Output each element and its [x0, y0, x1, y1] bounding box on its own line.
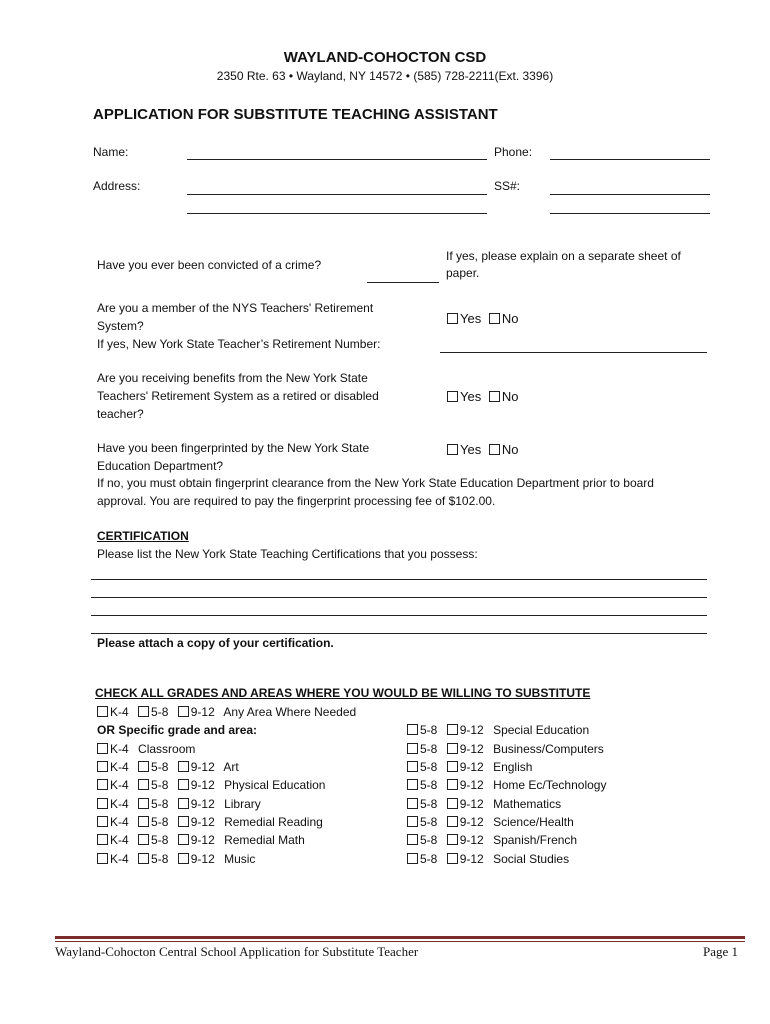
- crime-note-line1: If yes, please explain on a separate sheet of: [446, 249, 681, 263]
- ssn-label: SS#:: [494, 179, 521, 193]
- left-area-row: [97, 851, 255, 868]
- ssn-field-line1[interactable]: [550, 194, 710, 195]
- area-58-checkbox[interactable]: [407, 724, 418, 735]
- org-address: 2350 Rte. 63 • Wayland, NY 14572 • (585) 728-2211(Ext. 3396): [216, 69, 554, 83]
- any-58-checkbox[interactable]: [138, 706, 149, 717]
- 58-label: 5-8: [420, 852, 438, 866]
- right-area-row: [407, 777, 606, 794]
- 912-label: 9-12: [459, 723, 484, 737]
- 58-label: 5-8: [151, 815, 169, 829]
- finger-note-line1: If no, you must obtain fingerprint clearance from the New York State Education Department prior to board: [97, 476, 654, 490]
- nys-question-line2: System?: [97, 319, 144, 333]
- 912-label: 9-12: [459, 852, 484, 866]
- nys-no-checkbox[interactable]: [489, 313, 500, 324]
- nys-question-line3: If yes, New York State Teacher’s Retirement Number:: [97, 337, 381, 351]
- phone-field[interactable]: [550, 159, 710, 160]
- area-label: Music: [224, 852, 256, 866]
- area-912-checkbox[interactable]: [447, 761, 458, 772]
- finger-question-line2: Education Department?: [97, 459, 224, 473]
- k4-label: K-4: [110, 705, 129, 719]
- certification-line[interactable]: [91, 597, 707, 598]
- area-label: Social Studies: [493, 852, 570, 866]
- right-area-row: [407, 759, 532, 776]
- area-label: Home Ec/Technology: [493, 778, 607, 792]
- certification-line[interactable]: [91, 579, 707, 580]
- area-58-checkbox[interactable]: [138, 779, 149, 790]
- 58-label: 5-8: [151, 833, 169, 847]
- benefits-question-line3: teacher?: [97, 407, 144, 421]
- any-912-checkbox[interactable]: [178, 706, 189, 717]
- attach-note: Please attach a copy of your certification.: [97, 636, 334, 650]
- yes-label: Yes: [460, 442, 482, 457]
- area-58-checkbox[interactable]: [138, 834, 149, 845]
- 912-label: 9-12: [459, 760, 484, 774]
- 912-label: 9-12: [459, 815, 484, 829]
- classroom-row: [97, 741, 195, 758]
- 58-label: 5-8: [151, 760, 169, 774]
- grades-heading: CHECK ALL GRADES AND AREAS WHERE YOU WOULD BE WILLING TO SUBSTITUTE: [95, 686, 591, 700]
- left-area-row: [97, 759, 239, 776]
- k4-label: K-4: [110, 833, 129, 847]
- area-912-checkbox[interactable]: [447, 853, 458, 864]
- area-label: Remedial Reading: [224, 815, 323, 829]
- benefits-question-line2: Teachers' Retirement System as a retired or disabled: [97, 389, 379, 403]
- area-label: Spanish/French: [493, 833, 578, 847]
- area-912-checkbox[interactable]: [447, 798, 458, 809]
- form-title: APPLICATION FOR SUBSTITUTE TEACHING ASSISTANT: [93, 106, 498, 123]
- right-area-row: [407, 796, 561, 813]
- 912-label: 9-12: [190, 852, 215, 866]
- area-912-checkbox[interactable]: [447, 779, 458, 790]
- k4-label: K-4: [110, 797, 129, 811]
- 58-label: 5-8: [420, 742, 438, 756]
- yes-label: Yes: [460, 389, 482, 404]
- 58-label: 5-8: [420, 833, 438, 847]
- k4-label: K-4: [110, 778, 129, 792]
- left-area-row: [97, 832, 305, 849]
- any-area-row: [97, 704, 356, 721]
- 912-label: 9-12: [190, 833, 215, 847]
- 58-label: 5-8: [151, 778, 169, 792]
- ssn-field-line2[interactable]: [550, 213, 710, 214]
- area-k4-checkbox[interactable]: [97, 779, 108, 790]
- right-area-row: [407, 741, 604, 758]
- crime-question: Have you ever been convicted of a crime?: [97, 258, 322, 272]
- area-58-checkbox[interactable]: [138, 761, 149, 772]
- area-912-checkbox[interactable]: [178, 834, 189, 845]
- finger-yes-no: [447, 441, 518, 458]
- phone-label: Phone:: [494, 145, 533, 159]
- name-label: Name:: [93, 145, 129, 159]
- benefits-no-checkbox[interactable]: [489, 391, 500, 402]
- 912-label: 9-12: [190, 778, 215, 792]
- finger-yes-checkbox[interactable]: [447, 444, 458, 455]
- any-k4-checkbox[interactable]: [97, 706, 108, 717]
- address-field-line2[interactable]: [187, 213, 487, 214]
- 912-label: 9-12: [459, 833, 484, 847]
- left-area-row: [97, 777, 325, 794]
- k4-label: K-4: [110, 815, 129, 829]
- or-specific-label: OR Specific grade and area:: [97, 723, 258, 737]
- 912-label: 9-12: [459, 742, 484, 756]
- area-k4-checkbox[interactable]: [97, 853, 108, 864]
- classroom-k4-checkbox[interactable]: [97, 743, 108, 754]
- 912-label: 9-12: [190, 760, 215, 774]
- crime-answer-field[interactable]: [367, 282, 439, 283]
- area-58-checkbox[interactable]: [407, 834, 418, 845]
- benefits-question-line1: Are you receiving benefits from the New York State: [97, 371, 368, 385]
- area-label: English: [493, 760, 533, 774]
- area-912-checkbox[interactable]: [178, 761, 189, 772]
- footer-rule-thick: [55, 936, 745, 939]
- area-k4-checkbox[interactable]: [97, 834, 108, 845]
- area-58-checkbox[interactable]: [407, 779, 418, 790]
- area-label: Business/Computers: [493, 742, 604, 756]
- no-label: No: [501, 442, 519, 457]
- nys-question-line1: Are you a member of the NYS Teachers' Retirement: [97, 301, 374, 315]
- 912-label: 9-12: [190, 705, 215, 719]
- area-label: Library: [224, 797, 261, 811]
- benefits-yes-checkbox[interactable]: [447, 391, 458, 402]
- nys-yes-checkbox[interactable]: [447, 313, 458, 324]
- 912-label: 9-12: [190, 797, 215, 811]
- 58-label: 5-8: [420, 760, 438, 774]
- area-label: Physical Education: [224, 778, 326, 792]
- footer-title: Wayland-Cohocton Central School Application for Substitute Teacher: [55, 944, 419, 959]
- certification-line[interactable]: [91, 633, 707, 634]
- area-58-checkbox[interactable]: [407, 816, 418, 827]
- area-58-checkbox[interactable]: [407, 798, 418, 809]
- 912-label: 9-12: [190, 815, 215, 829]
- 912-label: 9-12: [459, 778, 484, 792]
- area-912-checkbox[interactable]: [447, 724, 458, 735]
- 58-label: 5-8: [420, 815, 438, 829]
- footer-rule-thin: [55, 941, 745, 942]
- k4-label: K-4: [110, 852, 129, 866]
- k4-label: K-4: [110, 742, 129, 756]
- area-58-checkbox[interactable]: [407, 853, 418, 864]
- 58-label: 5-8: [151, 797, 169, 811]
- area-k4-checkbox[interactable]: [97, 816, 108, 827]
- area-912-checkbox[interactable]: [178, 853, 189, 864]
- right-area-row: [407, 814, 574, 831]
- right-area-row: [407, 832, 577, 849]
- no-label: No: [501, 389, 519, 404]
- 58-label: 5-8: [151, 705, 169, 719]
- any-area-label: Any Area Where Needed: [223, 705, 357, 719]
- yes-label: Yes: [460, 311, 482, 326]
- finger-question-line1: Have you been fingerprinted by the New York State: [97, 441, 370, 455]
- crime-note-line2: paper.: [446, 266, 480, 280]
- area-58-checkbox[interactable]: [407, 761, 418, 772]
- right-area-row: [407, 851, 569, 868]
- area-912-checkbox[interactable]: [178, 816, 189, 827]
- area-k4-checkbox[interactable]: [97, 761, 108, 772]
- area-label: Science/Health: [493, 815, 574, 829]
- page-number: Page 1: [703, 944, 739, 959]
- right-area-row: [407, 722, 589, 739]
- left-area-row: [97, 796, 261, 813]
- org-name: WAYLAND-COHOCTON CSD: [283, 49, 487, 66]
- area-912-checkbox[interactable]: [178, 779, 189, 790]
- name-field[interactable]: [187, 159, 487, 160]
- area-912-checkbox[interactable]: [178, 798, 189, 809]
- nys-yes-no: [447, 310, 518, 327]
- 58-label: 5-8: [151, 852, 169, 866]
- retirement-number-field[interactable]: [440, 352, 707, 353]
- 58-label: 5-8: [420, 723, 438, 737]
- 58-label: 5-8: [420, 797, 438, 811]
- area-58-checkbox[interactable]: [138, 798, 149, 809]
- area-912-checkbox[interactable]: [447, 816, 458, 827]
- address-label: Address:: [93, 179, 141, 193]
- 912-label: 9-12: [459, 797, 484, 811]
- classroom-label: Classroom: [138, 742, 196, 756]
- k4-label: K-4: [110, 760, 129, 774]
- area-912-checkbox[interactable]: [447, 743, 458, 754]
- no-label: No: [501, 311, 519, 326]
- certification-instruction: Please list the New York State Teaching Certifications that you possess:: [97, 547, 478, 561]
- area-k4-checkbox[interactable]: [97, 798, 108, 809]
- benefits-yes-no: [447, 388, 518, 405]
- area-58-checkbox[interactable]: [407, 743, 418, 754]
- area-label: Art: [223, 760, 239, 774]
- area-58-checkbox[interactable]: [138, 853, 149, 864]
- 58-label: 5-8: [420, 778, 438, 792]
- area-912-checkbox[interactable]: [447, 834, 458, 845]
- area-label: Special Education: [493, 723, 590, 737]
- finger-note-line2: approval. You are required to pay the fingerprint processing fee of $102.00.: [97, 494, 496, 508]
- certification-line[interactable]: [91, 615, 707, 616]
- area-label: Mathematics: [493, 797, 562, 811]
- finger-no-checkbox[interactable]: [489, 444, 500, 455]
- area-58-checkbox[interactable]: [138, 816, 149, 827]
- area-label: Remedial Math: [224, 833, 305, 847]
- address-field-line1[interactable]: [187, 194, 487, 195]
- certification-heading: CERTIFICATION: [97, 529, 189, 543]
- left-area-row: [97, 814, 323, 831]
